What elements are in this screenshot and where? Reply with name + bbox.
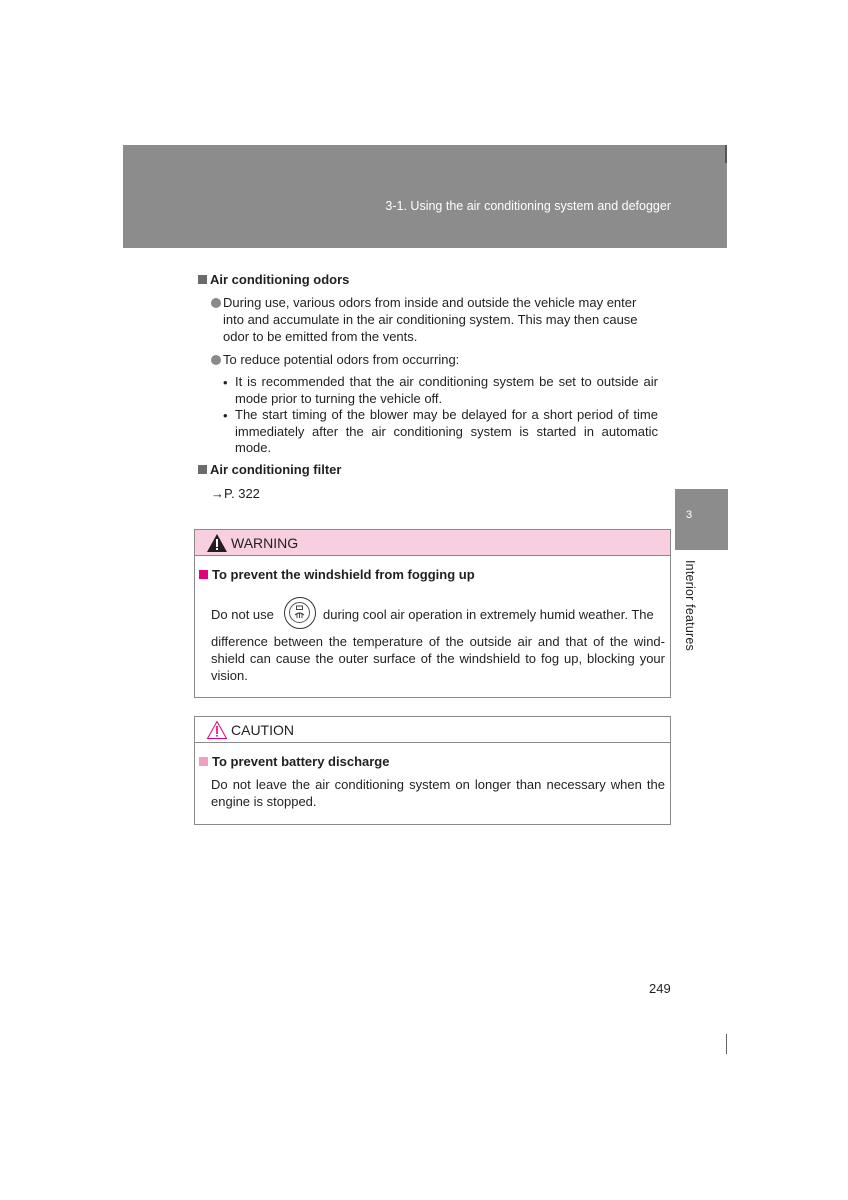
heading-air-conditioning-filter: Air conditioning filter <box>198 462 341 477</box>
square-bullet-icon <box>199 570 208 579</box>
page-number: 249 <box>649 981 671 996</box>
odors-point-2: To reduce potential odors from occurring: <box>211 351 661 368</box>
warning-text-line-1: Do not use <box>211 607 274 622</box>
chapter-label: Interior features <box>683 560 697 651</box>
warning-text-rest: difference between the temperature of the outside air and that of the wind-shield can cause the outer surface of the windshield to fog up, blocking your vision. <box>211 634 665 683</box>
square-bullet-icon <box>198 275 207 284</box>
warning-label: WARNING <box>231 535 299 551</box>
bottom-crop-mark <box>726 1034 727 1054</box>
caution-label: CAUTION <box>231 722 294 738</box>
square-bullet-icon <box>198 465 207 474</box>
warning-text-line-1-continued: during cool air operation in extremely humid weather. The <box>323 607 654 622</box>
defogger-symbol-icon <box>290 603 309 622</box>
circle-bullet-icon <box>211 298 221 308</box>
windshield-defogger-icon <box>284 597 316 629</box>
filter-page-reference[interactable]: →P. 322 <box>211 486 260 501</box>
dot-bullet-icon: • <box>223 408 228 423</box>
caution-heading: To prevent battery discharge <box>199 754 389 769</box>
section-title: 3-1. Using the air conditioning system and defogger <box>385 199 671 213</box>
caution-box <box>194 716 671 825</box>
circle-bullet-icon <box>211 355 221 365</box>
caution-text: Do not leave the air conditioning system on longer than necessary when the engine is stopped. <box>211 777 665 809</box>
warning-heading: To prevent the windshield from fogging up <box>199 567 475 582</box>
caution-triangle-icon <box>206 720 228 740</box>
heading-air-conditioning-odors: Air conditioning odors <box>198 272 349 287</box>
chapter-number: 3 <box>686 509 693 521</box>
warning-header <box>195 530 670 556</box>
odors-point-1: During use, various odors from inside and outside the vehicle may enter into and accumulate in the air conditioning system. This may then cause odor to be emitted from the vents. <box>211 294 661 345</box>
header-band <box>123 145 727 248</box>
square-bullet-icon <box>199 757 208 766</box>
odors-subpoint-1: It is recommended that the air conditioning system be set to outside air mode prior to turning the vehicle off. <box>235 374 658 406</box>
odors-subpoint-2: The start timing of the blower may be delayed for a short period of time immediately after the air conditioning system is started in automatic mode. <box>235 407 658 455</box>
warning-box <box>194 529 671 698</box>
dot-bullet-icon: • <box>223 375 228 390</box>
header-crop-mark <box>725 145 727 163</box>
chapter-tab[interactable] <box>675 489 728 550</box>
warning-triangle-icon <box>206 533 228 553</box>
caution-header <box>195 717 670 743</box>
